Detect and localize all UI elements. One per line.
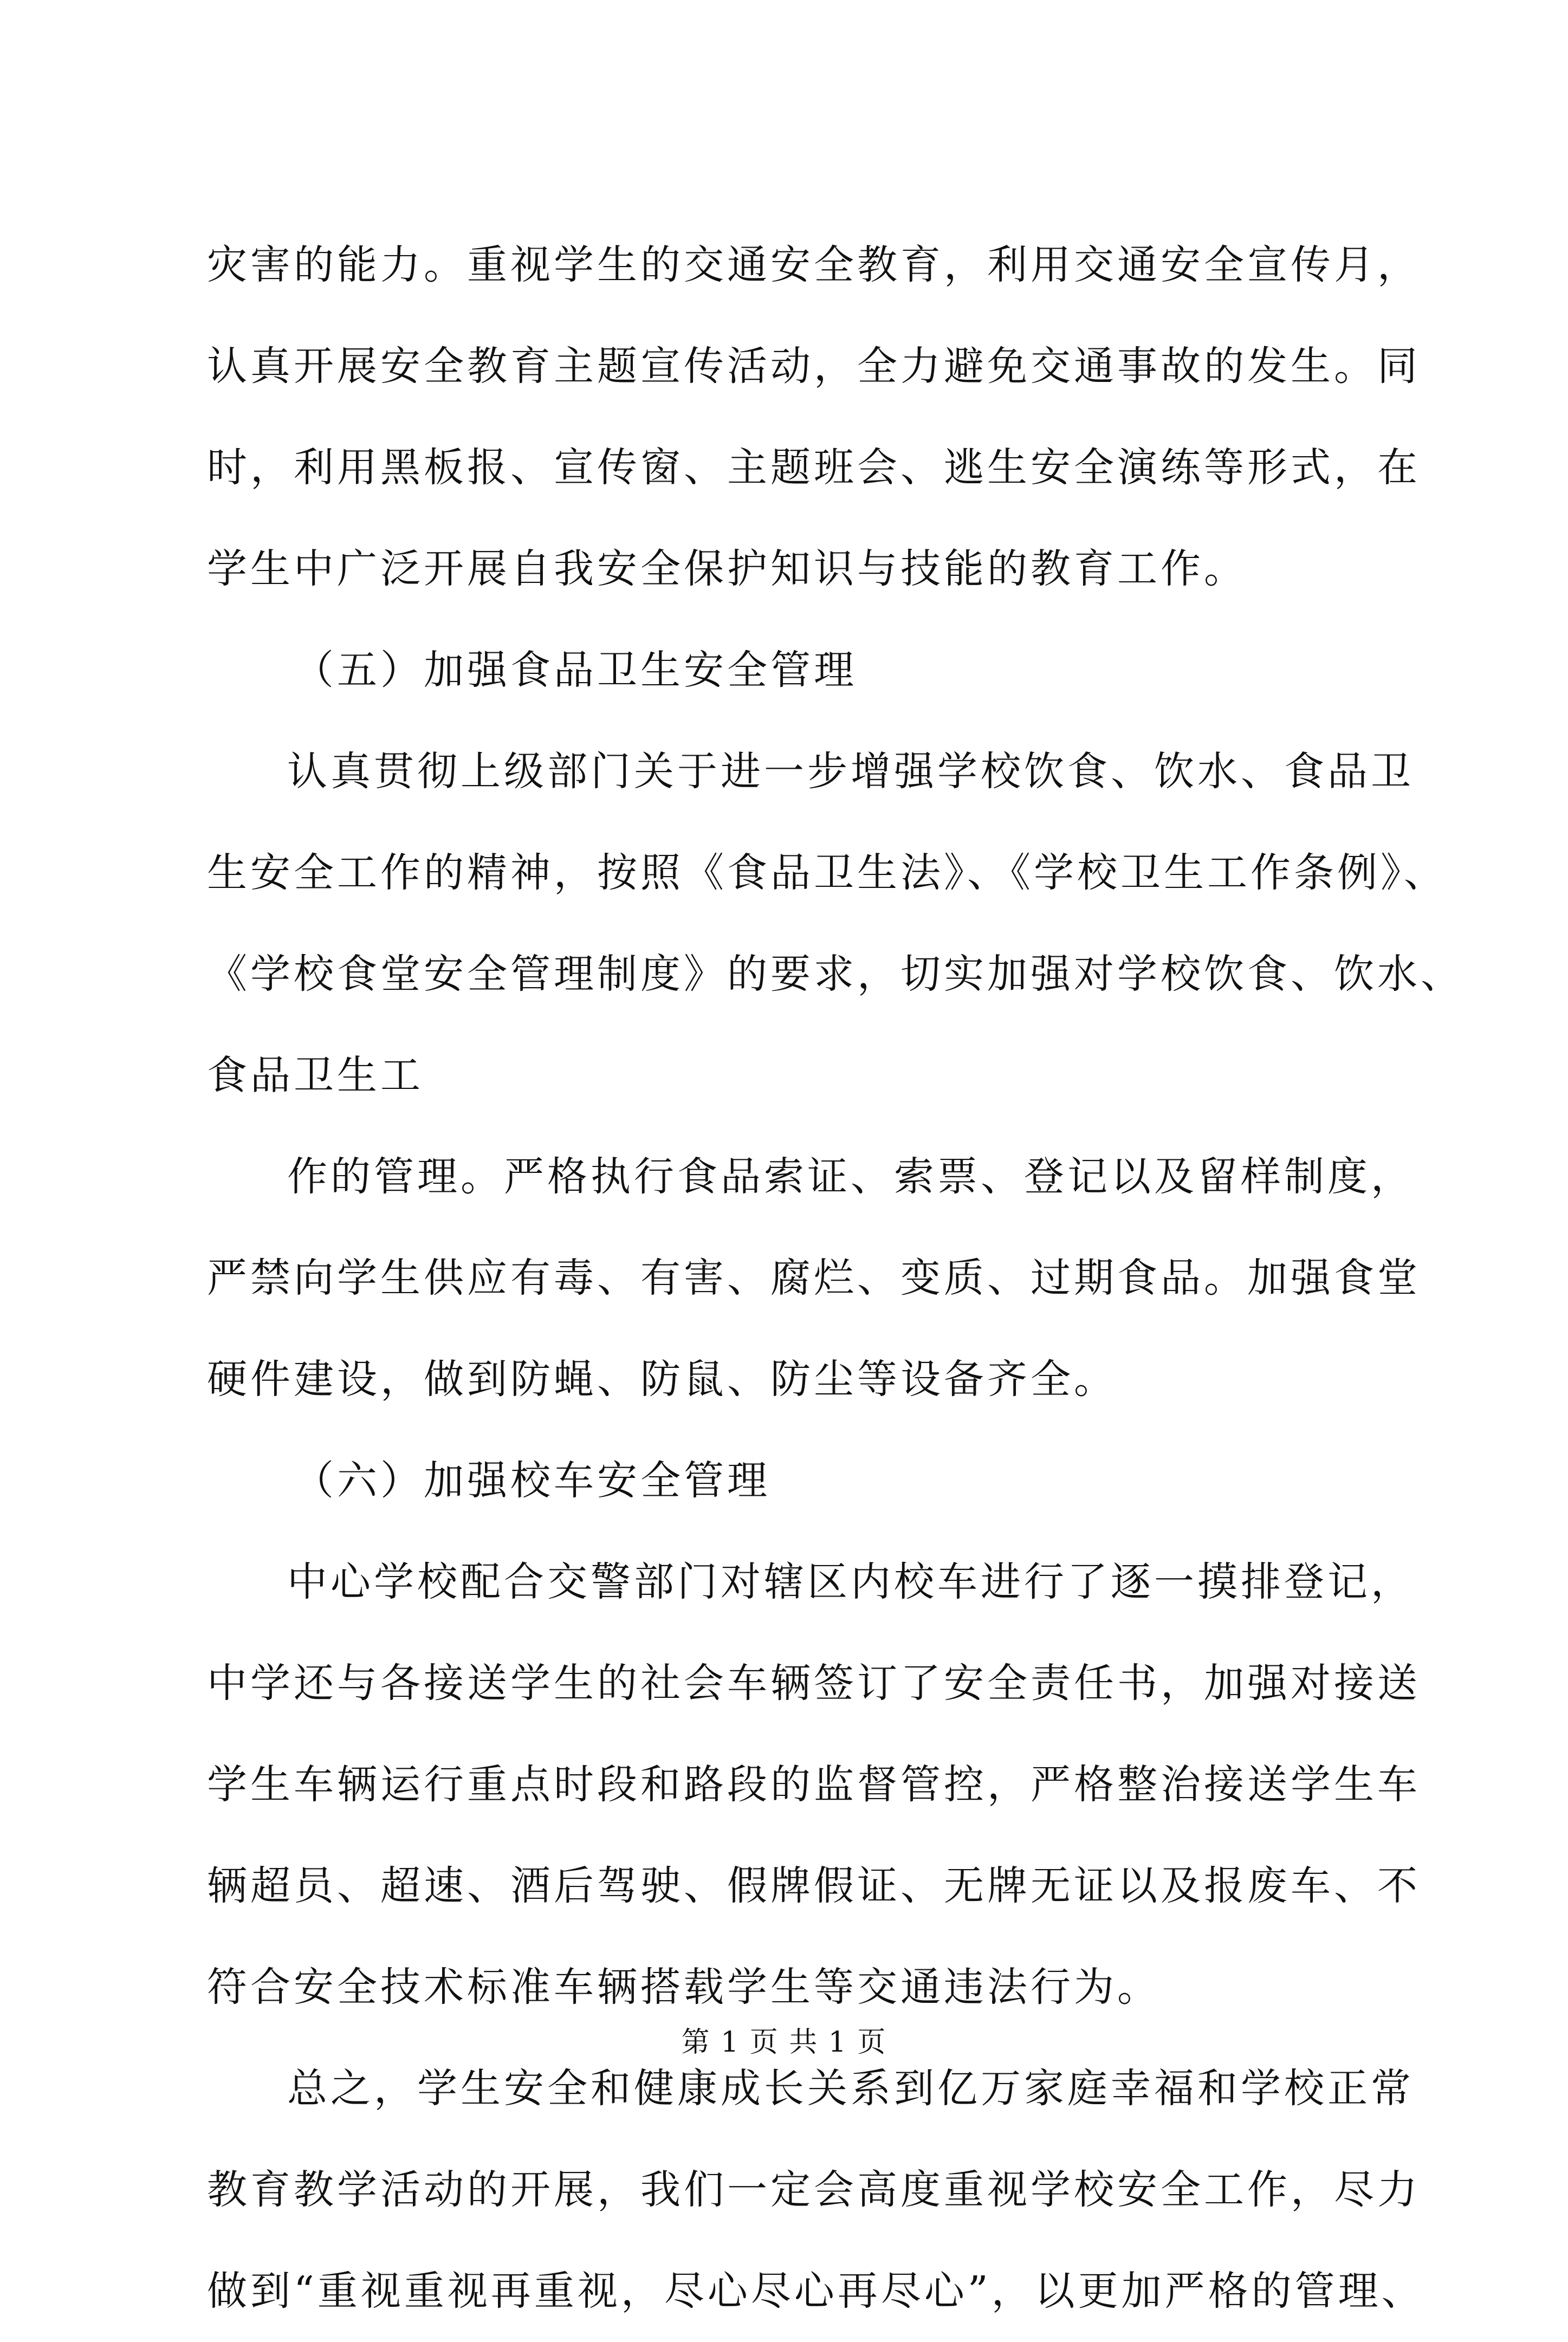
paragraph-line: 教育教学活动的开展，我们一定会高度重视学校安全工作，尽力 (207, 2166, 1421, 2213)
paragraph-line: 食品卫生工 (207, 1052, 424, 1099)
page-footer: 第 1 页 共 1 页 (681, 2026, 887, 2059)
paragraph-line: 辆超员、超速、酒后驾驶、假牌假证、无牌无证以及报废车、不 (207, 1863, 1421, 1909)
paragraph-line: 硬件建设，做到防蝇、防鼠、防尘等设备齐全。 (207, 1356, 1117, 1403)
paragraph-line: 总之，学生安全和健康成长关系到亿万家庭幸福和学校正常 (287, 2065, 1414, 2112)
paragraph-line: 做到“重视重视再重视，尽心尽心再尽心”，以更加严格的管理、 (207, 2268, 1425, 2314)
paragraph-line: 符合安全技术标准车辆搭载学生等交通违法行为。 (207, 1964, 1161, 2010)
document-body (207, 215, 1464, 2342)
section-heading-food-safety: （五）加强食品卫生安全管理 (294, 647, 857, 693)
paragraph-line: 学生车辆运行重点时段和路段的监督管控，严格整治接送学生车 (207, 1761, 1421, 1808)
paragraph-line: 中心学校配合交警部门对辖区内校车进行了逐一摸排登记， (287, 1559, 1414, 1605)
paragraph-line: 时，利用黑板报、宣传窗、主题班会、逃生安全演练等形式，在 (207, 444, 1421, 491)
paragraph-line: 《学校食堂安全管理制度》的要求，切实加强对学校饮食、饮水、 (207, 951, 1464, 997)
paragraph-line: 严禁向学生供应有毒、有害、腐烂、变质、过期食品。加强食堂 (207, 1255, 1421, 1301)
paragraph-line: 作的管理。严格执行食品索证、索票、登记以及留样制度， (287, 1153, 1414, 1200)
paragraph-line: 灾害的能力。重视学生的交通安全教育，利用交通安全宣传月， (207, 242, 1421, 288)
paragraph-line: 中学还与各接送学生的社会车辆签订了安全责任书，加强对接送 (207, 1660, 1421, 1707)
section-heading-school-bus: （六）加强校车安全管理 (294, 1457, 770, 1504)
paragraph-line: 认真贯彻上级部门关于进一步增强学校饮食、饮水、食品卫 (287, 748, 1414, 795)
paragraph-line: 生安全工作的精神，按照《食品卫生法》、《学校卫生工作条例》、 (207, 849, 1447, 896)
paragraph-line: 学生中广泛开展自我安全保护知识与技能的教育工作。 (207, 546, 1247, 592)
paragraph-line: 认真开展安全教育主题宣传活动，全力避免交通事故的发生。同 (207, 343, 1421, 390)
